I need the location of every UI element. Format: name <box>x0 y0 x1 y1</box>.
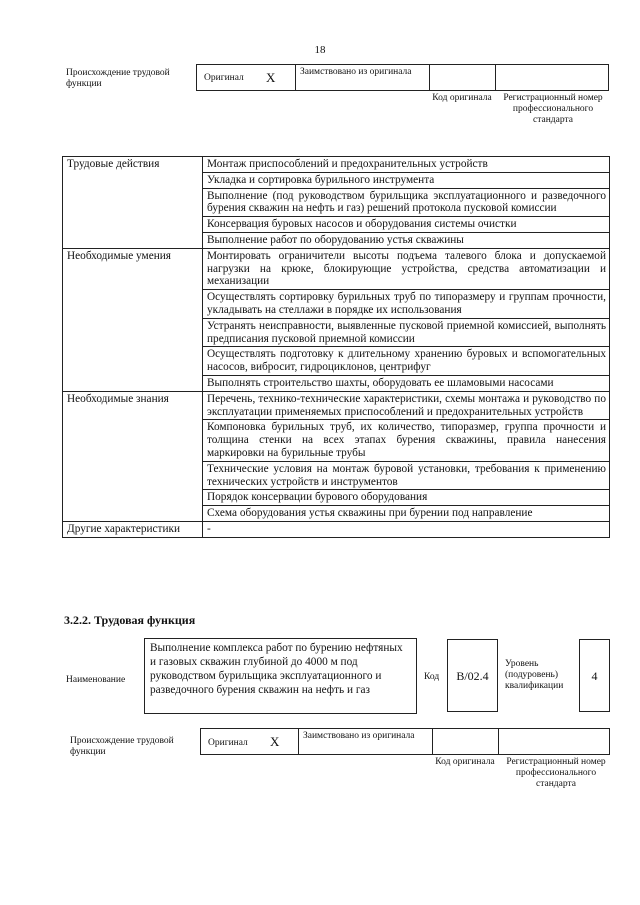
original-label: Оригинал <box>208 738 248 748</box>
table-cell: Выполнение работ по оборудованию устья скважины <box>203 232 610 248</box>
code-value: В/02.4 <box>447 639 498 712</box>
table-cell: Устранять неисправности, выявленные пусковой приемной комиссией, выполнять предписания пусковой приемной комиссии <box>203 318 610 347</box>
code-original-caption: Код оригинала <box>432 93 492 103</box>
row-header: Трудовые действия <box>63 157 203 249</box>
original-mark: X <box>266 70 276 85</box>
code-label: Код <box>424 672 440 682</box>
section-title: 3.2.2. Трудовая функция <box>64 613 196 627</box>
table-cell: Монтировать ограничители высоты подъема талевого блока и допускаемой нагрузки на крюке, блокирующие устройства, средства автоматизации и механизации <box>203 248 610 289</box>
table-cell: Порядок консервации бурового оборудования <box>203 490 610 506</box>
code-original-caption: Код оригинала <box>435 757 495 767</box>
name-label: Наименование <box>66 675 126 685</box>
row-header: Необходимые знания <box>63 391 203 521</box>
original-mark: X <box>270 734 280 749</box>
table-cell: Выполнять строительство шахты, оборудовать ее шламовыми насосами <box>203 375 610 391</box>
reg-number-caption: Регистрационный номер профессионального стандарта <box>503 93 603 125</box>
table-row <box>63 521 610 537</box>
level-label: Уровень (подуровень) квалификации <box>505 659 564 691</box>
table-cell: Перечень, технико-технические характеристики, схемы монтажа и руководство по эксплуатации применяемых приспособлений и предохранительных устройств <box>203 391 610 420</box>
table-cell: Монтаж приспособлений и предохранительных устройств <box>203 157 610 173</box>
table-cell: Осуществлять подготовку к длительному хранению буровых и вспомогательных насосов, вибросит, гидроциклонов, центрифуг <box>203 347 610 376</box>
row-header: Другие характеристики <box>63 521 203 537</box>
page-number: 18 <box>314 44 326 56</box>
table-cell: Выполнение (под руководством бурильщика эксплуатационного и разведочного бурения скважин на нефть и газ) решений протокола пусковой комиссии <box>203 188 610 217</box>
borrowed-label: Заимствовано из оригинала <box>303 731 415 741</box>
reg-number-caption: Регистрационный номер профессионального стандарта <box>506 757 606 789</box>
table-row <box>63 248 610 289</box>
table-cell: Схема оборудования устья скважины при бурении под направление <box>203 506 610 522</box>
table-row <box>63 157 610 173</box>
table-cell: Осуществлять сортировку бурильных труб по типоразмеру и группам прочности, укладывать на стеллажи в порядке их использования <box>203 290 610 319</box>
row-header: Необходимые умения <box>63 248 203 391</box>
level-value: 4 <box>579 639 610 712</box>
table-cell: Укладка и сортировка бурильного инструмента <box>203 172 610 188</box>
table-cell: Технические условия на монтаж буровой установки, требования к применению технических устройств и инструментов <box>203 461 610 490</box>
origin-label: Происхождение трудовой функции <box>70 736 174 757</box>
origin-label: Происхождение трудовой функции <box>66 68 170 89</box>
table-cell: - <box>203 521 610 537</box>
labor-function-table <box>62 156 610 538</box>
table-cell: Компоновка бурильных труб, их количество, типоразмер, группа прочности и толщина стенки на всех этапах бурения скважины, правила нанесения маркировки на бурильные трубы <box>203 420 610 461</box>
table-row <box>63 391 610 420</box>
original-label: Оригинал <box>204 73 244 83</box>
table-cell: Консервация буровых насосов и оборудования системы очистки <box>203 217 610 233</box>
borrowed-label: Заимствовано из оригинала <box>300 67 412 77</box>
function-name-value: Выполнение комплекса работ по бурению нефтяных и газовых скважин глубиной до 4000 м под руководством бурильщика эксплуатационного и разведочного бурения скважин на нефть и газ <box>144 638 417 714</box>
